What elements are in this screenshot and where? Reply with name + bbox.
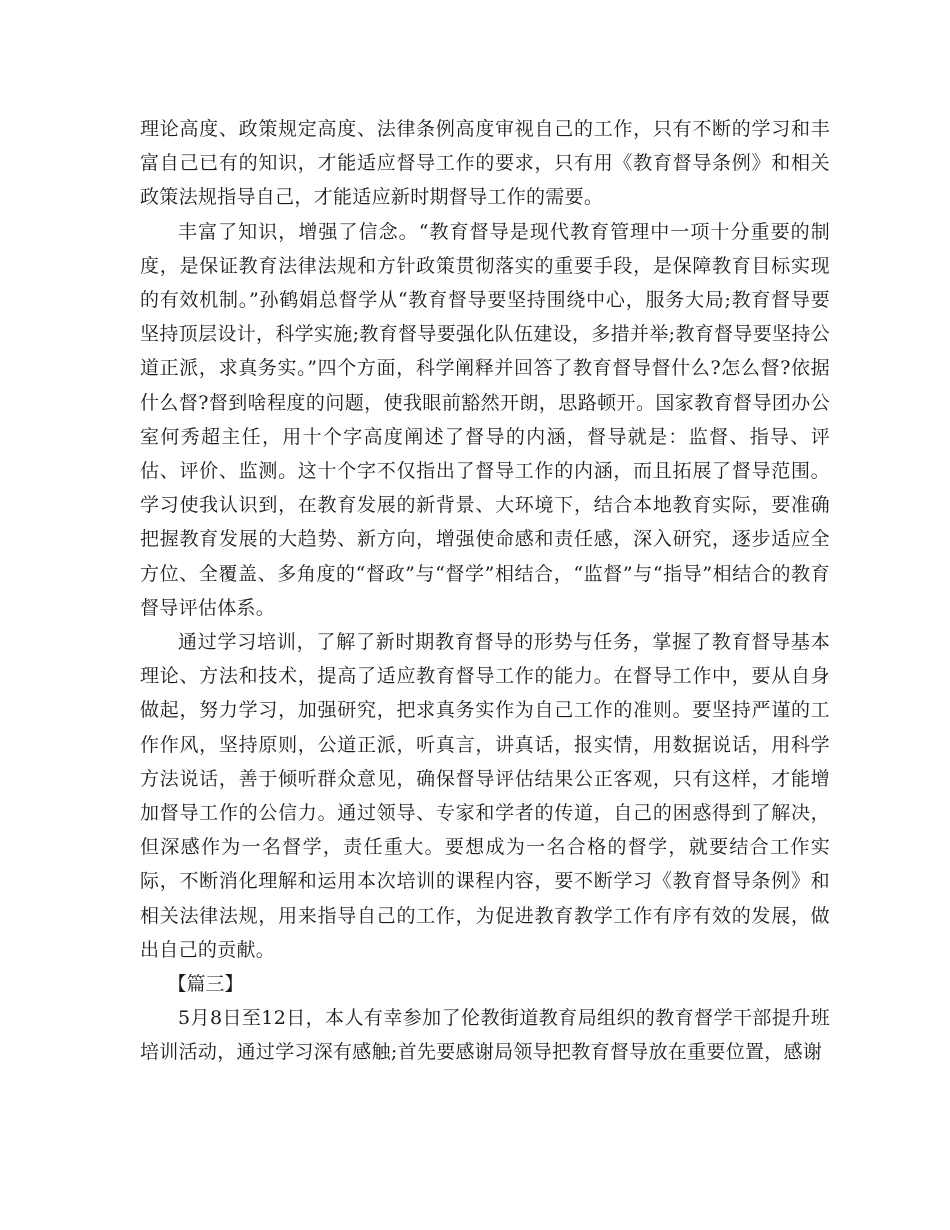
- paragraph-continuation: 理论高度、政策规定高度、法律条例高度审视自己的工作，只有不断的学习和丰富自己已有的知识，才能适应督导工作的要求，只有用《教育督导条例》和相关政策法规指导自己，才能适应新时期督导工作的需要。: [140, 118, 830, 209]
- document-body: [140, 112, 830, 1070]
- paragraph-knowledge-belief: 丰富了知识，增强了信念。“教育督导是现代教育管理中一项十分重要的制度，是保证教育法律法规和方针政策贯彻落实的重要手段，是保障教育目标实现的有效机制。”孙鹤娟总督学从“教育督导要坚持围绕中心，服务大局;教育督导要坚持顶层设计，科学实施;教育督导要强化队伍建设，多措并举;教育督导要坚持公道正派，求真务实。”四个方面，科学阐释并回答了教育督导督什么?怎么督?依据什么督?督到啥程度的问题，使我眼前豁然开朗，思路顿开。国家教育督导团办公室何秀超主任，用十个字高度阐述了督导的内涵，督导就是：监督、指导、评估、评价、监测。这十个字不仅指出了督导工作的内涵，而且拓展了督导范围。学习使我认识到，在教育发展的新背景、大环境下，结合本地教育实际，要准确把握教育发展的大趋势、新方向，增强使命感和责任感，深入研究，逐步适应全方位、全覆盖、多角度的“督政”与“督学”相结合，“监督”与“指导”相结合的教育督导评估体系。: [140, 220, 830, 619]
- paragraph-section-three-intro: 5月8日至12日，本人有幸参加了伦教街道教育局组织的教育督学干部提升班培训活动，通过学习深有感触;首先要感谢局领导把教育督导放在重要位置，感谢: [140, 1007, 830, 1064]
- paragraph-training-summary: 通过学习培训，了解了新时期教育督导的形势与任务，掌握了教育督导基本理论、方法和技术，提高了适应教育督导工作的能力。在督导工作中，要从自身做起，努力学习，加强研究，把求真务实作为自己工作的准则。要坚持严谨的工作作风，坚持原则，公道正派，听真言，讲真话，报实情，用数据说话，用科学方法说话，善于倾听群众意见，确保督导评估结果公正客观，只有这样，才能增加督导工作的公信力。通过领导、专家和学者的传道，自己的困惑得到了解决，但深感作为一名督学，责任重大。要想成为一名合格的督学，就要结合工作实际，不断消化理解和运用本次培训的课程内容，要不断学习《教育督导条例》和相关法律法规，用来指导自己的工作，为促进教育教学工作有序有效的发展，做出自己的贡献。: [140, 631, 830, 961]
- section-heading: 【篇三】: [167, 973, 244, 996]
